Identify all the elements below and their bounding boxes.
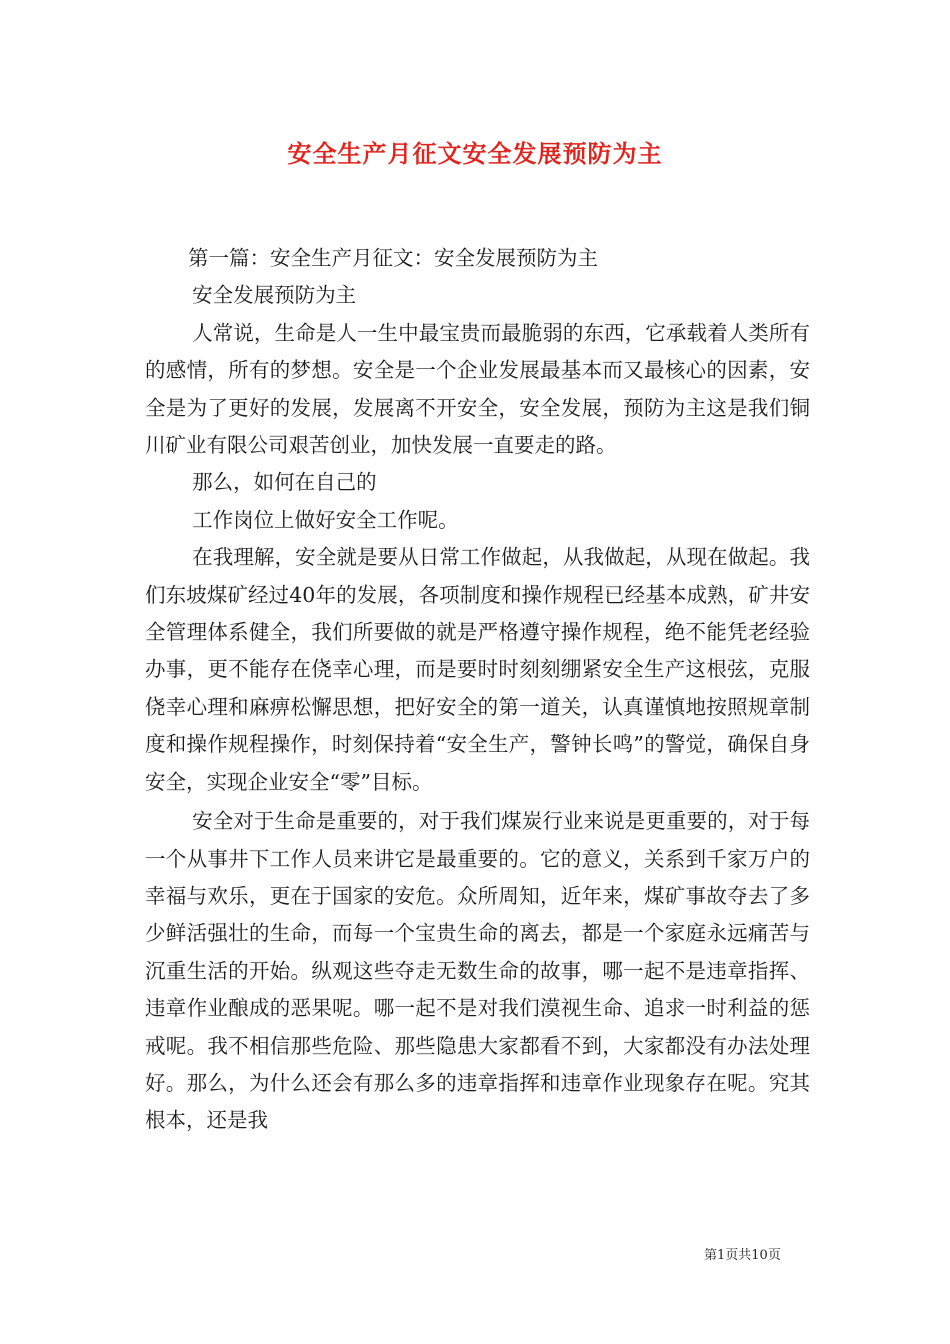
paragraph-question-part2: 工作岗位上做好安全工作呢。 [192,507,459,532]
page-number-footer: 第1页共10页 [704,1248,781,1263]
document-title: 安全生产月征文安全发展预防为主 [287,140,663,168]
paragraph-section-heading: 第一篇：安全生产月征文：安全发展预防为主 [188,246,599,270]
paragraph-subtitle: 安全发展预防为主 [192,283,357,308]
paragraph-intro: 人常说，生命是人一生中最宝贵而最脆弱的东西，它承载着人类所有的感情，所有的梦想。安全是一个企业发展最基本而又最核心的因素，安全是为了更好的发展，发展离不开安全，安全发展，预防为主这是我们铜川矿业有限公司艰苦创业，加快发展一直要走的路。 [145,320,810,458]
paragraph-question-part1: 那么，如何在自己的 [192,470,377,495]
document-body [145,240,810,1140]
paragraph-understanding: 在我理解，安全就是要从日常工作做起，从我做起，从现在做起。我们东坡煤矿经过40年的发展，各项制度和操作规程已经基本成熟，矿井安全管理体系健全，我们所要做的就是严格遵守操作规程，绝不能凭老经验办事，更不能存在侥幸心理，而是要时时刻刻绷紧安全生产这根弦，克服侥幸心理和麻痹松懈思想，把好安全的第一道关，认真谨慎地按照规章制度和操作规程操作，时刻保持着“安全生产，警钟长鸣”的警觉，确保自身安全，实现企业安全“零”目标。 [145,545,810,794]
paragraph-importance: 安全对于生命是重要的，对于我们煤炭行业来说是更重要的，对于每一个从事井下工作人员来讲它是最重要的。它的意义，关系到千家万户的幸福与欢乐，更在于国家的安危。众所周知，近年来，煤矿事故夺去了多少鲜活强壮的生命，而每一个宝贵生命的离去，都是一个家庭永远痛苦与沉重生活的开始。纵观这些夺走无数生命的故事，哪一起不是违章指挥、违章作业酿成的恶果呢。哪一起不是对我们漠视生命、追求一时利益的惩戒呢。我不相信那些危险、那些隐患大家都看不到，大家都没有办法处理好。那么，为什么还会有那么多的违章指挥和违章作业现象存在呢。究其根本，还是我 [145,809,810,1133]
